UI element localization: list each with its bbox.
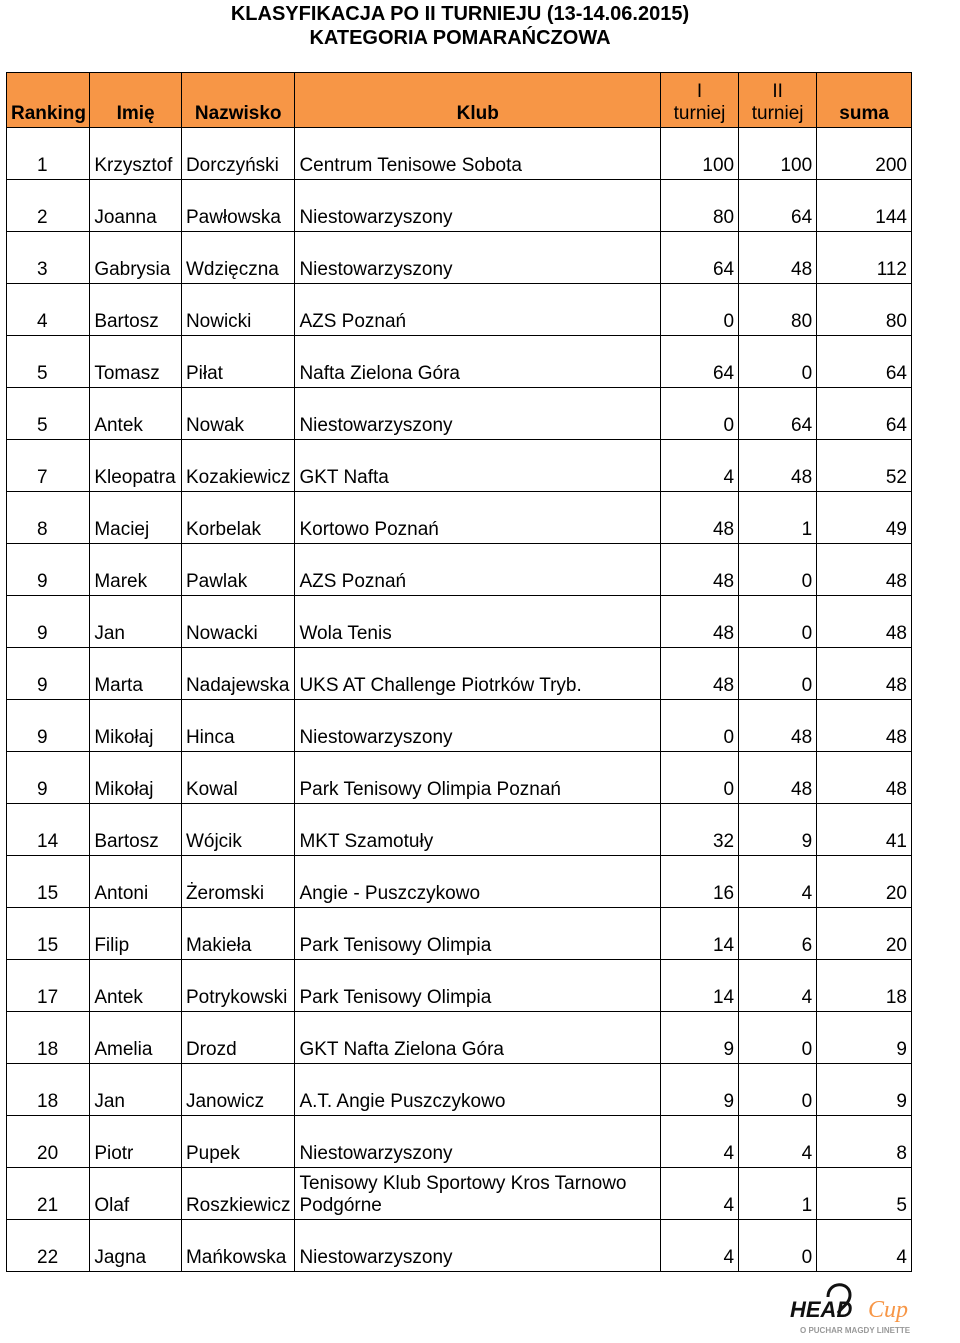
cell-turniej-2: 0 xyxy=(739,1012,817,1064)
logo-script: Cup xyxy=(868,1297,909,1323)
cell-suma: 20 xyxy=(817,908,912,960)
header-turniej-1-num: I xyxy=(696,81,703,102)
cell-turniej-2: 1 xyxy=(739,1168,817,1220)
cell-turniej-1: 9 xyxy=(660,1064,738,1116)
cell-nazwisko: Piłat xyxy=(181,336,295,388)
cell-nazwisko: Korbelak xyxy=(181,492,295,544)
cell-nazwisko: Nowak xyxy=(181,388,295,440)
table-row xyxy=(7,180,912,232)
cell-suma: 48 xyxy=(817,544,912,596)
cell-suma: 8 xyxy=(817,1116,912,1168)
cell-turniej-2: 0 xyxy=(739,544,817,596)
cell-turniej-2: 0 xyxy=(739,1064,817,1116)
cell-rank: 20 xyxy=(7,1116,90,1168)
cell-suma: 9 xyxy=(817,1012,912,1064)
cell-imie: Gabrysia xyxy=(90,232,182,284)
cell-rank: 22 xyxy=(7,1220,90,1272)
cell-klub: Wola Tenis xyxy=(295,596,661,648)
cell-suma: 49 xyxy=(817,492,912,544)
cell-imie: Jagna xyxy=(90,1220,182,1272)
cell-turniej-2: 4 xyxy=(739,856,817,908)
cell-klub: Niestowarzyszony xyxy=(295,232,661,284)
cell-suma: 52 xyxy=(817,440,912,492)
cell-turniej-1: 0 xyxy=(660,752,738,804)
table-row xyxy=(7,492,912,544)
cell-rank: 8 xyxy=(7,492,90,544)
cell-rank: 15 xyxy=(7,856,90,908)
cell-rank: 9 xyxy=(7,544,90,596)
cell-turniej-2: 4 xyxy=(739,1116,817,1168)
cell-imie: Mikołaj xyxy=(90,700,182,752)
cell-rank: 18 xyxy=(7,1064,90,1116)
cell-imie: Maciej xyxy=(90,492,182,544)
cell-nazwisko: Nowacki xyxy=(181,596,295,648)
cell-nazwisko: Potrykowski xyxy=(181,960,295,1012)
cell-nazwisko: Nadajewska xyxy=(181,648,295,700)
cell-turniej-1: 14 xyxy=(660,960,738,1012)
cell-klub: Tenisowy Klub Sportowy Kros Tarnowo Podgórne xyxy=(295,1168,661,1220)
table-row xyxy=(7,960,912,1012)
cell-rank: 2 xyxy=(7,180,90,232)
cell-suma: 64 xyxy=(817,336,912,388)
ranking-table xyxy=(6,72,912,1272)
cell-imie: Joanna xyxy=(90,180,182,232)
cell-nazwisko: Pawlak xyxy=(181,544,295,596)
cell-turniej-2: 48 xyxy=(739,752,817,804)
cell-rank: 18 xyxy=(7,1012,90,1064)
cell-turniej-1: 9 xyxy=(660,1012,738,1064)
cell-imie: Bartosz xyxy=(90,804,182,856)
cell-klub: Niestowarzyszony xyxy=(295,700,661,752)
table-row xyxy=(7,1064,912,1116)
header-turniej-2-num: II xyxy=(772,81,783,102)
cell-klub: Nafta Zielona Góra xyxy=(295,336,661,388)
cell-rank: 3 xyxy=(7,232,90,284)
header-suma: suma xyxy=(817,73,912,128)
cell-nazwisko: Pupek xyxy=(181,1116,295,1168)
header-ranking: Ranking xyxy=(7,73,90,128)
table-row xyxy=(7,804,912,856)
cell-suma: 20 xyxy=(817,856,912,908)
cell-imie: Mikołaj xyxy=(90,752,182,804)
cell-klub: Kortowo Poznań xyxy=(295,492,661,544)
logo-tagline: O PUCHAR MAGDY LINETTE xyxy=(800,1326,911,1335)
cell-suma: 48 xyxy=(817,596,912,648)
cell-turniej-2: 48 xyxy=(739,232,817,284)
cell-klub: Niestowarzyszony xyxy=(295,180,661,232)
table-row xyxy=(7,1116,912,1168)
header-turniej-1 xyxy=(660,73,738,128)
cell-imie: Olaf xyxy=(90,1168,182,1220)
cell-turniej-1: 48 xyxy=(660,544,738,596)
cell-imie: Amelia xyxy=(90,1012,182,1064)
cell-rank: 9 xyxy=(7,596,90,648)
cell-turniej-1: 4 xyxy=(660,1168,738,1220)
cell-imie: Jan xyxy=(90,596,182,648)
cell-klub: Park Tenisowy Olimpia Poznań xyxy=(295,752,661,804)
table-row xyxy=(7,648,912,700)
cell-turniej-1: 48 xyxy=(660,648,738,700)
cell-nazwisko: Janowicz xyxy=(181,1064,295,1116)
table-row xyxy=(7,908,912,960)
cell-klub: GKT Nafta xyxy=(295,440,661,492)
cell-klub: AZS Poznań xyxy=(295,544,661,596)
table-row xyxy=(7,232,912,284)
cell-nazwisko: Roszkiewicz xyxy=(181,1168,295,1220)
table-row xyxy=(7,336,912,388)
cell-turniej-1: 80 xyxy=(660,180,738,232)
cell-klub: Centrum Tenisowe Sobota xyxy=(295,128,661,180)
cell-turniej-1: 16 xyxy=(660,856,738,908)
cell-nazwisko: Wójcik xyxy=(181,804,295,856)
cell-imie: Tomasz xyxy=(90,336,182,388)
page-subtitle: KATEGORIA POMARAŃCZOWA xyxy=(309,27,611,49)
cell-imie: Marek xyxy=(90,544,182,596)
cell-imie: Jan xyxy=(90,1064,182,1116)
table-row xyxy=(7,856,912,908)
cell-suma: 144 xyxy=(817,180,912,232)
cell-turniej-1: 4 xyxy=(660,440,738,492)
cell-turniej-1: 0 xyxy=(660,388,738,440)
cell-suma: 64 xyxy=(817,388,912,440)
cell-nazwisko: Kowal xyxy=(181,752,295,804)
cell-rank: 7 xyxy=(7,440,90,492)
cell-turniej-1: 64 xyxy=(660,232,738,284)
cell-suma: 48 xyxy=(817,752,912,804)
cell-rank: 9 xyxy=(7,648,90,700)
cell-turniej-1: 0 xyxy=(660,700,738,752)
cell-turniej-2: 48 xyxy=(739,440,817,492)
cell-rank: 1 xyxy=(7,128,90,180)
cell-klub: Angie - Puszczykowo xyxy=(295,856,661,908)
cell-turniej-2: 0 xyxy=(739,1220,817,1272)
cell-suma: 4 xyxy=(817,1220,912,1272)
cell-rank: 14 xyxy=(7,804,90,856)
head-cup-logo xyxy=(788,1277,938,1337)
cell-klub: Park Tenisowy Olimpia xyxy=(295,908,661,960)
cell-turniej-1: 32 xyxy=(660,804,738,856)
cell-suma: 5 xyxy=(817,1168,912,1220)
table-row xyxy=(7,752,912,804)
cell-turniej-1: 64 xyxy=(660,336,738,388)
cell-imie: Antek xyxy=(90,960,182,1012)
header-turniej-2 xyxy=(739,73,817,128)
cell-turniej-2: 9 xyxy=(739,804,817,856)
cell-nazwisko: Makieła xyxy=(181,908,295,960)
cell-suma: 80 xyxy=(817,284,912,336)
header-imie: Imię xyxy=(90,73,182,128)
cell-imie: Bartosz xyxy=(90,284,182,336)
cell-turniej-2: 4 xyxy=(739,960,817,1012)
cell-rank: 17 xyxy=(7,960,90,1012)
cell-klub: Niestowarzyszony xyxy=(295,1220,661,1272)
cell-nazwisko: Wdzięczna xyxy=(181,232,295,284)
cell-turniej-2: 64 xyxy=(739,180,817,232)
cell-suma: 200 xyxy=(817,128,912,180)
cell-rank: 4 xyxy=(7,284,90,336)
cell-suma: 41 xyxy=(817,804,912,856)
logo-brand: HEAD xyxy=(790,1297,853,1322)
cell-klub: MKT Szamotuły xyxy=(295,804,661,856)
cell-turniej-2: 6 xyxy=(739,908,817,960)
cell-turniej-2: 100 xyxy=(739,128,817,180)
cell-suma: 18 xyxy=(817,960,912,1012)
cell-rank: 21 xyxy=(7,1168,90,1220)
table-row xyxy=(7,1220,912,1272)
cell-turniej-2: 0 xyxy=(739,596,817,648)
cell-rank: 5 xyxy=(7,336,90,388)
table-body xyxy=(7,128,912,1272)
cell-turniej-1: 48 xyxy=(660,492,738,544)
cell-nazwisko: Hinca xyxy=(181,700,295,752)
cell-rank: 15 xyxy=(7,908,90,960)
cell-turniej-1: 48 xyxy=(660,596,738,648)
cell-klub: AZS Poznań xyxy=(295,284,661,336)
cell-rank: 9 xyxy=(7,752,90,804)
table-row xyxy=(7,1168,912,1220)
cell-turniej-2: 1 xyxy=(739,492,817,544)
cell-nazwisko: Dorczyński xyxy=(181,128,295,180)
cell-klub: UKS AT Challenge Piotrków Tryb. xyxy=(295,648,661,700)
cell-rank: 9 xyxy=(7,700,90,752)
cell-nazwisko: Drozd xyxy=(181,1012,295,1064)
cell-klub: Niestowarzyszony xyxy=(295,388,661,440)
table-row xyxy=(7,1012,912,1064)
cell-suma: 112 xyxy=(817,232,912,284)
header-turniej-2-label: turniej xyxy=(751,103,804,124)
cell-nazwisko: Mańkowska xyxy=(181,1220,295,1272)
table-header-row xyxy=(7,73,912,128)
table-row xyxy=(7,596,912,648)
table-row xyxy=(7,544,912,596)
cell-klub: GKT Nafta Zielona Góra xyxy=(295,1012,661,1064)
table-row xyxy=(7,700,912,752)
cell-rank: 5 xyxy=(7,388,90,440)
cell-suma: 9 xyxy=(817,1064,912,1116)
cell-nazwisko: Nowicki xyxy=(181,284,295,336)
cell-imie: Antoni xyxy=(90,856,182,908)
cell-imie: Kleopatra xyxy=(90,440,182,492)
cell-nazwisko: Kozakiewicz xyxy=(181,440,295,492)
cell-turniej-1: 4 xyxy=(660,1220,738,1272)
cell-imie: Filip xyxy=(90,908,182,960)
cell-suma: 48 xyxy=(817,700,912,752)
cell-imie: Krzysztof xyxy=(90,128,182,180)
cell-turniej-2: 64 xyxy=(739,388,817,440)
cell-turniej-1: 100 xyxy=(660,128,738,180)
cell-turniej-1: 0 xyxy=(660,284,738,336)
cell-turniej-2: 48 xyxy=(739,700,817,752)
table-row xyxy=(7,128,912,180)
cell-klub: Park Tenisowy Olimpia xyxy=(295,960,661,1012)
cell-nazwisko: Żeromski xyxy=(181,856,295,908)
cell-turniej-2: 0 xyxy=(739,336,817,388)
table-row xyxy=(7,388,912,440)
cell-imie: Marta xyxy=(90,648,182,700)
cell-imie: Piotr xyxy=(90,1116,182,1168)
table-row xyxy=(7,440,912,492)
header-klub: Klub xyxy=(295,73,661,128)
cell-suma: 48 xyxy=(817,648,912,700)
table-row xyxy=(7,284,912,336)
cell-turniej-1: 14 xyxy=(660,908,738,960)
cell-turniej-2: 0 xyxy=(739,648,817,700)
header-nazwisko: Nazwisko xyxy=(181,73,295,128)
page-title: KLASYFIKACJA PO II TURNIEJU (13-14.06.2015) xyxy=(230,3,690,25)
cell-klub: A.T. Angie Puszczykowo xyxy=(295,1064,661,1116)
cell-nazwisko: Pawłowska xyxy=(181,180,295,232)
cell-turniej-1: 4 xyxy=(660,1116,738,1168)
cell-imie: Antek xyxy=(90,388,182,440)
cell-turniej-2: 80 xyxy=(739,284,817,336)
cell-klub: Niestowarzyszony xyxy=(295,1116,661,1168)
header-turniej-1-label: turniej xyxy=(673,103,726,124)
